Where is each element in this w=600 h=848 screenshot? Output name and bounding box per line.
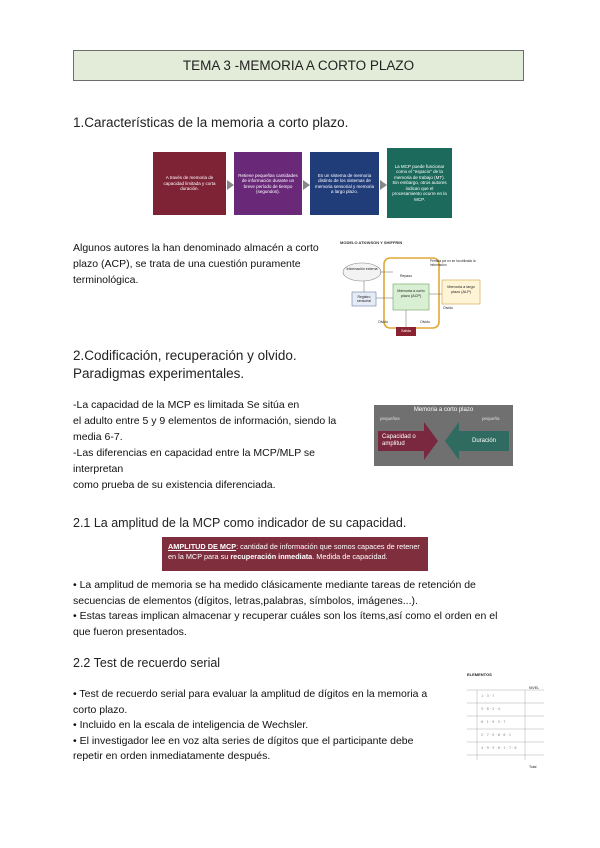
section-2-2-bullets: • Test de recuerdo serial para evaluar la amplitud de dígitos en la memoria a corto plazo. • Incluido en la escala de inteligencia de Wechsler. • El investigador lee en voz alta series de dígitos que el participante debe repetir en orden inmediatamente después.	[73, 688, 428, 762]
svg-text:6 · 1 · 9 · 3 · 7: 6 · 1 · 9 · 3 · 7	[481, 720, 506, 724]
flow-box-3: Es un sistema de memoria distinto de los sistemas de memoria sensorial y memoria a largo plazo.	[310, 152, 379, 215]
svg-text:2 · 7 · 5 · 8 · 6 · 1: 2 · 7 · 5 · 8 · 6 · 1	[481, 733, 512, 737]
definition-box: AMPLITUD DE MCP: cantidad de información que somos capaces de retener en la MCP para su recuperación inmediata. Medida de capacidad.	[162, 537, 428, 571]
section-2-2-heading: 2.2 Test de recuerdo serial	[73, 656, 221, 670]
section-2-1-heading: 2.1 La amplitud de la MCP como indicador de su capacidad.	[73, 516, 407, 530]
section-1-paragraph: Algunos autores la han denominado almacén a corto plazo (ACP), se trata de una cuestión puramente terminológica.	[73, 242, 319, 286]
svg-text:1 · 3 · 7: 1 · 3 · 7	[481, 694, 495, 698]
page-title-text: TEMA 3 -MEMORIA A CORTO PLAZO	[182, 58, 415, 73]
section-2-heading: 2.Codificación, recuperación y olvido. Paradigmas experimentales.	[73, 348, 297, 381]
table-lines	[467, 672, 544, 773]
svg-text:5 · 8 · 2 · 4: 5 · 8 · 2 · 4	[481, 707, 500, 711]
flow-arrow-icon	[303, 180, 310, 190]
flow-arrow-icon	[380, 180, 387, 190]
section-2-1-bullets: • La amplitud de memoria se ha medido clásicamente mediante tareas de retención de secuencias de elementos (dígitos, letras,palabras, símbolos, imágenes...). • Estas tareas implican almacenar y recuperar cuáles son los ítems,así como el orden en el que fueron presentados.	[73, 579, 498, 638]
flow-box-1: A través de memoria de capacidad limitada y corta duración.	[153, 152, 226, 215]
definition-term: AMPLITUD DE MCP	[168, 542, 237, 551]
page-title	[73, 50, 524, 81]
flow-arrow-icon	[227, 180, 234, 190]
flow-box-4: La MCP puede funcionar como el "espacio" de la memoria de trabajo (MT). Sin embargo, otros autores indican que el procesamiento ocurre en la MCP.	[387, 148, 452, 218]
svg-text:4 · 9 · 3 · 6 · 1 · 7 · 8: 4 · 9 · 3 · 6 · 1 · 7 · 8	[481, 746, 517, 750]
memory-model-diagram: MODELO ATKINSON Y SHIFFRIN Información externa Registro sensorial Memoria a corto plazo (ACP) Memoria a largo plazo (ALP) Pérdida por no se ha utilizado la información Repaso Olvido Olvido Olvido Salida	[340, 240, 485, 340]
flow-box-2: Retiene pequeñas cantidades de información durante un breve período de tiempo (segundos).	[234, 152, 302, 215]
digit-span-table-figure: ELEMENTOS NIVEL 1 · 3 · 7 5 · 8 · 2 · 4 6 · 1 · 9 · 3 · 7 2 · 7 · 5 · 8 · 6 · 1 4 · 9 · 3 · 6 · 1 · 7 · 8 Total	[467, 672, 544, 773]
section-1-heading: 1.Características de la memoria a corto plazo.	[73, 115, 349, 130]
capacity-duration-figure: Memoria a corto plazo pequeñas pequeña Capacidad o amplitud Duración	[374, 405, 513, 466]
section-2-paragraph: -La capacidad de la MCP es limitada Se sitúa en el adulto entre 5 y 9 elementos de información, siendo la media 6-7. -Las diferencias en capacidad entre la MCP/MLP se interpretan como prueba de su existencia diferenciada.	[73, 399, 337, 491]
diagram-title: MODELO ATKINSON Y SHIFFRIN	[340, 240, 403, 245]
